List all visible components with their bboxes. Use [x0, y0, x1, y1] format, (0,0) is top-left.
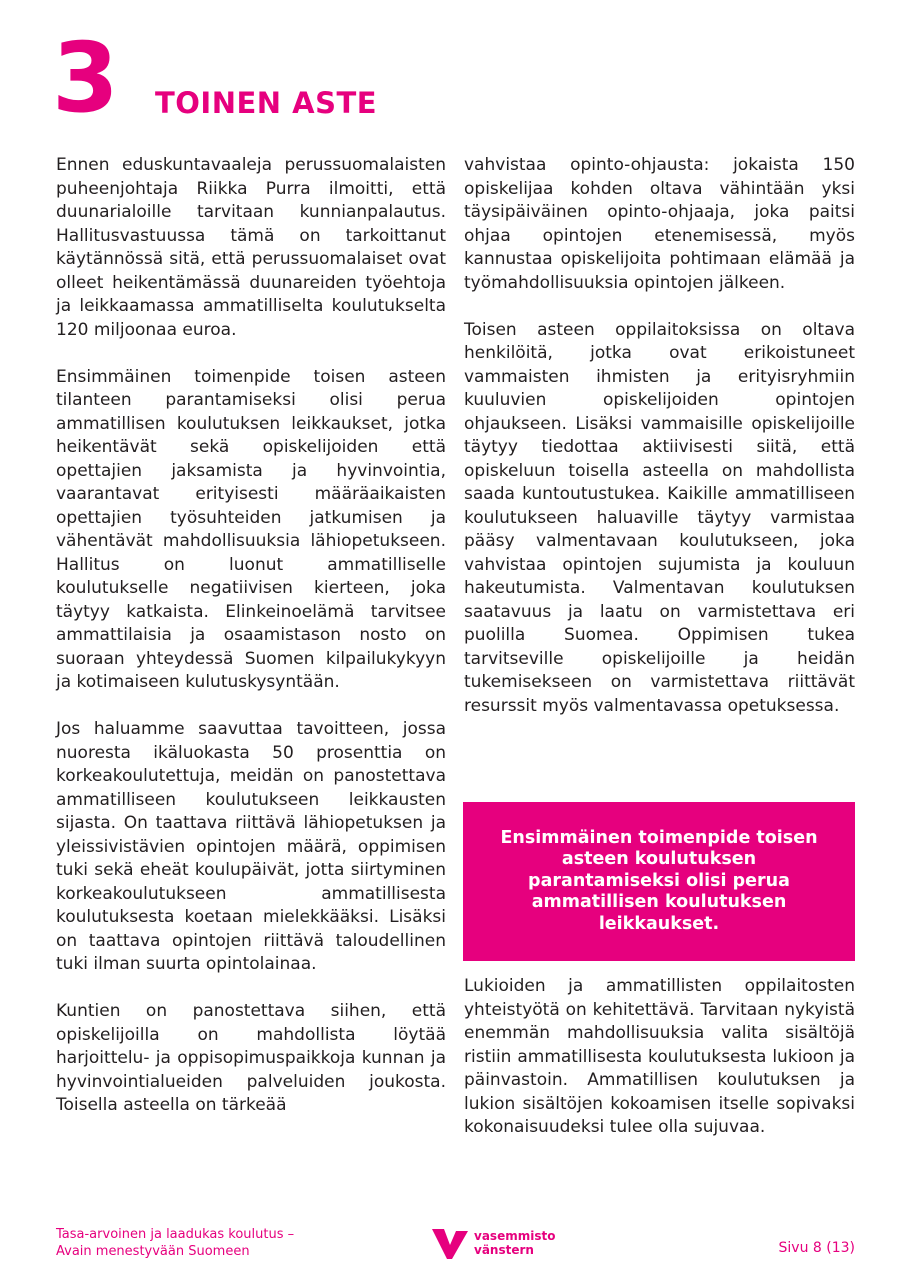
paragraph: Lukioiden ja ammatillisten oppilaitosten yhteistyötä on kehitettävä. Tarvitaan nykyistä enemmän mahdollisuuksia valita sisältöjä ristiin ammatillisesta koulutuksesta lukioon ja päinvastoin. Ammatillisen koulutuksen ja lukion sisältöjen kokoamisen itselle sopivaksi kokonaisuudeksi tulee olla sujuvaa. [464, 976, 855, 1137]
vasemmisto-logo-icon [430, 1225, 470, 1261]
paragraph: Kuntien on panostettava siihen, että opiskelijoilla on mahdollista löytää harjoittelu- ja oppisopimuspaikkoja kunnan ja hyvinvointialueiden palveluiden joukosta. Toisella asteella on tärkeää [56, 1001, 446, 1115]
pull-quote-text: Ensimmäinen toimenpide toisen asteen koulutuksen parantamiseksi olisi perua ammatillisen koulutuksen leikkaukset. [500, 827, 818, 934]
logo-wordmark [474, 1229, 555, 1257]
right-column [464, 154, 855, 742]
vasemmisto-logo [430, 1225, 555, 1261]
paragraph: Toisen asteen oppilaitoksissa on oltava henkilöitä, jotka ovat erikoistuneet vammaisten ihmisten ja erityisryhmiin kuuluvien opiskelijoiden opintojen ohjaukseen. Lisäksi vammaisille opiskelijoille täytyy tiedottaa aktiivisesti siitä, että opiskeluun toisella asteella on mahdollista saada kuntoutustukea. Kaikille ammatilliseen koulutukseen haluaville täytyy varmistaa pääsy valmentavaan koulutukseen, joka vahvistaa opintojen sujumista ja kouluun hakeutumista. Valmentavan koulutuksen saatavuus ja laatu on varmistettava eri puolilla Suomea. Oppimisen tukea tarvitseville opiskelijoille ja heidän tukemisekseen on varmistettava riittävät resurssit myös valmentavassa opetuksessa. [464, 319, 855, 716]
paragraph: Jos haluamme saavuttaa tavoitteen, jossa nuoresta ikäluokasta 50 prosenttia on korkeakoulutettuja, meidän on panostettava ammatilliseen koulutukseen leikkausten sijasta. On taattava riittävä lähiopetuksen ja yleissivistävien opintojen määrä, oppimisen tuki sekä eheät koulupäivät, jotta siirtyminen korkeakoulutukseen ammatillisesta koulutuksesta koetaan mielekkääksi. Lisäksi on taattava opintojen riittävä taloudellinen tuki ilman suurta opintolainaa. [56, 719, 446, 974]
paragraph: Ensimmäinen toimenpide toisen asteen tilanteen parantamiseksi olisi perua ammatillisen koulutuksen leikkaukset, jotka heikentävät sekä opiskelijoiden että opettajien jaksamista ja hyvinvointia, vaarantavat erityisesti määräaikaisten opettajien työsuhteiden jatkumisen ja vähentävät mahdollisuuksia lähiopetukseen. Hallitus on luonut ammatilliselle koulutukselle negatiivisen kierteen, joka täytyy katkaista. Elinkeinoelämä tarvitsee ammattilaisia ja osaamistason nosto on suoraan yhteydessä Suomen kilpailukykyyn ja kotimaiseen kulutuskysyntään. [56, 366, 446, 692]
chapter-number: 3 [52, 22, 119, 134]
logo-text: vasemmisto [474, 1229, 556, 1243]
pull-quote-box [463, 802, 855, 961]
chapter-title: TOINEN ASTE [155, 86, 378, 120]
paragraph: Ennen eduskuntavaaleja perussuomalaisten puheenjohtaja Riikka Purra ilmoitti, että duunarialoille tarvitaan kunnianpalautus. Hallitusvastuussa tämä on tarkoittanut käytännössä sitä, että perussuomalaiset ovat olleet heikentämässä duunareiden työehtoja ja leikkaamassa ammatilliselta koulutukselta 120 miljoonaa euroa. [56, 155, 446, 340]
logo-text: vänstern [474, 1243, 534, 1257]
page-number: Sivu 8 (13) [778, 1240, 855, 1256]
paragraph: vahvistaa opinto-ohjausta: jokaista 150 opiskelijaa kohden oltava vähintään yksi täysipäiväinen opinto-ohjaaja, joka paitsi ohjaa opintojen etenemisessä, myös kannustaa opiskelijoita pohtimaan elämää ja työmahdollisuuksia opintojen jälkeen. [464, 155, 855, 293]
footer-line: Avain menestyvään Suomeen [56, 1244, 250, 1259]
left-column [56, 154, 446, 1141]
footer-line: Tasa-arvoinen ja laadukas koulutus – [56, 1227, 295, 1242]
right-column-bottom [464, 975, 855, 1163]
footer-publication-title [56, 1226, 294, 1260]
